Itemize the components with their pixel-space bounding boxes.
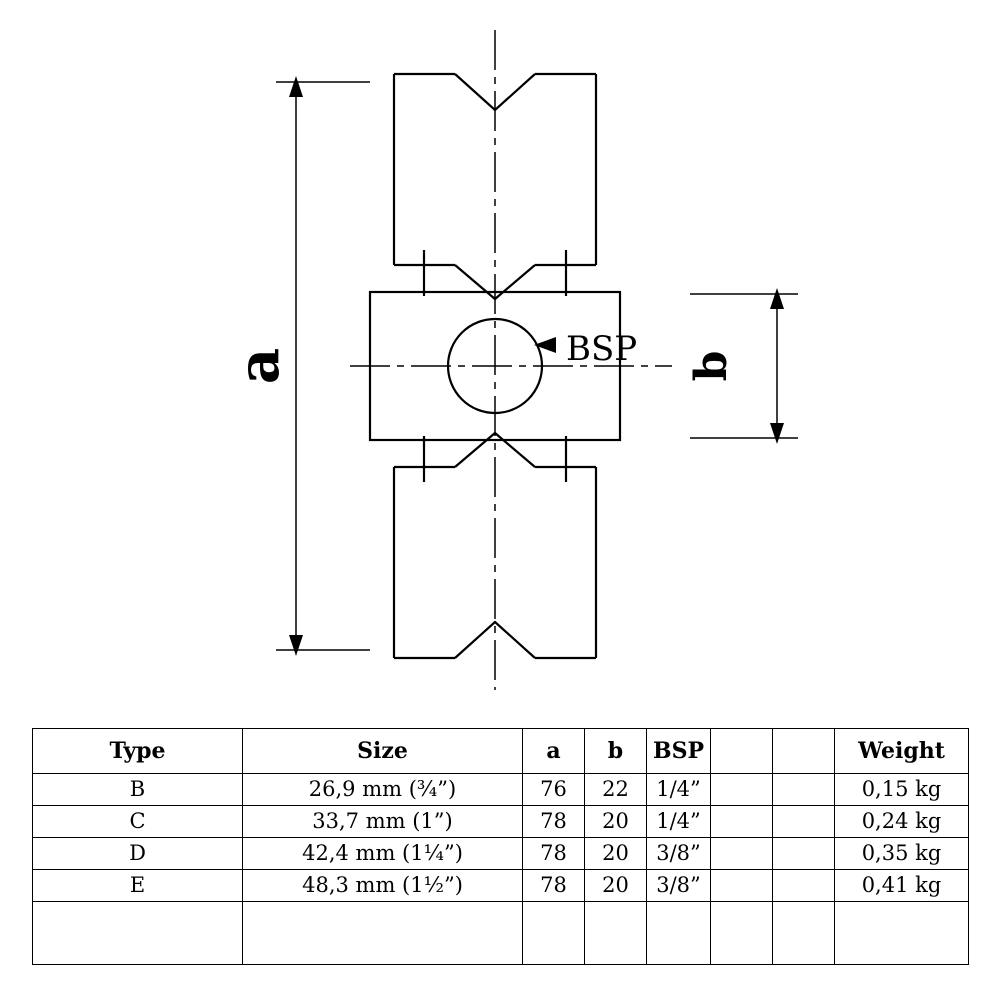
cell-bsp: 3/8” xyxy=(647,838,711,870)
header-weight: Weight xyxy=(835,729,969,774)
cell-blank-2 xyxy=(773,774,835,806)
cell-empty xyxy=(523,902,585,965)
cell-b: 20 xyxy=(585,838,647,870)
header-a: a xyxy=(523,729,585,774)
cell-type: C xyxy=(33,806,243,838)
dim-a-arrow-bottom xyxy=(289,635,303,656)
cell-blank-1 xyxy=(711,774,773,806)
cell-weight: 0,41 kg xyxy=(835,870,969,902)
cell-size: 42,4 mm (1¼”) xyxy=(243,838,523,870)
bsp-leader-group xyxy=(534,337,556,353)
cell-blank-1 xyxy=(711,870,773,902)
cell-type: B xyxy=(33,774,243,806)
cell-type: E xyxy=(33,870,243,902)
cell-type: D xyxy=(33,838,243,870)
spec-table-container xyxy=(32,728,968,965)
cell-a: 78 xyxy=(523,838,585,870)
header-size: Size xyxy=(243,729,523,774)
table-empty-row xyxy=(33,902,969,965)
cell-blank-2 xyxy=(773,870,835,902)
table-row xyxy=(33,774,969,806)
cell-empty xyxy=(243,902,523,965)
bsp-leader-arrowhead xyxy=(534,337,556,353)
table-row xyxy=(33,838,969,870)
cell-empty xyxy=(585,902,647,965)
cell-bsp: 3/8” xyxy=(647,870,711,902)
dim-a-arrow-top xyxy=(289,76,303,97)
cell-size: 33,7 mm (1”) xyxy=(243,806,523,838)
cell-blank-2 xyxy=(773,806,835,838)
header-blank-1 xyxy=(711,729,773,774)
cell-empty xyxy=(773,902,835,965)
dimension-a-label: a xyxy=(226,347,292,385)
cell-weight: 0,24 kg xyxy=(835,806,969,838)
cell-blank-1 xyxy=(711,838,773,870)
bsp-callout-label: BSP xyxy=(566,329,638,369)
header-b: b xyxy=(585,729,647,774)
dim-b-arrow-top xyxy=(770,288,784,309)
cell-weight: 0,35 kg xyxy=(835,838,969,870)
cell-bsp: 1/4” xyxy=(647,806,711,838)
cell-a: 78 xyxy=(523,806,585,838)
cell-empty xyxy=(835,902,969,965)
cell-empty xyxy=(647,902,711,965)
table-header-row xyxy=(33,729,969,774)
cell-blank-2 xyxy=(773,838,835,870)
dimension-b-label: b xyxy=(686,350,737,382)
spec-table xyxy=(32,728,969,965)
table-row xyxy=(33,806,969,838)
cell-blank-1 xyxy=(711,806,773,838)
dim-b-arrow-bottom xyxy=(770,423,784,444)
cell-size: 26,9 mm (¾”) xyxy=(243,774,523,806)
cell-b: 20 xyxy=(585,806,647,838)
cell-a: 76 xyxy=(523,774,585,806)
cell-a: 78 xyxy=(523,870,585,902)
header-blank-2 xyxy=(773,729,835,774)
cell-empty xyxy=(33,902,243,965)
cell-bsp: 1/4” xyxy=(647,774,711,806)
header-type: Type xyxy=(33,729,243,774)
cell-weight: 0,15 kg xyxy=(835,774,969,806)
cell-empty xyxy=(711,902,773,965)
table-row xyxy=(33,870,969,902)
cell-b: 20 xyxy=(585,870,647,902)
cell-size: 48,3 mm (1½”) xyxy=(243,870,523,902)
header-bsp: BSP xyxy=(647,729,711,774)
cell-b: 22 xyxy=(585,774,647,806)
